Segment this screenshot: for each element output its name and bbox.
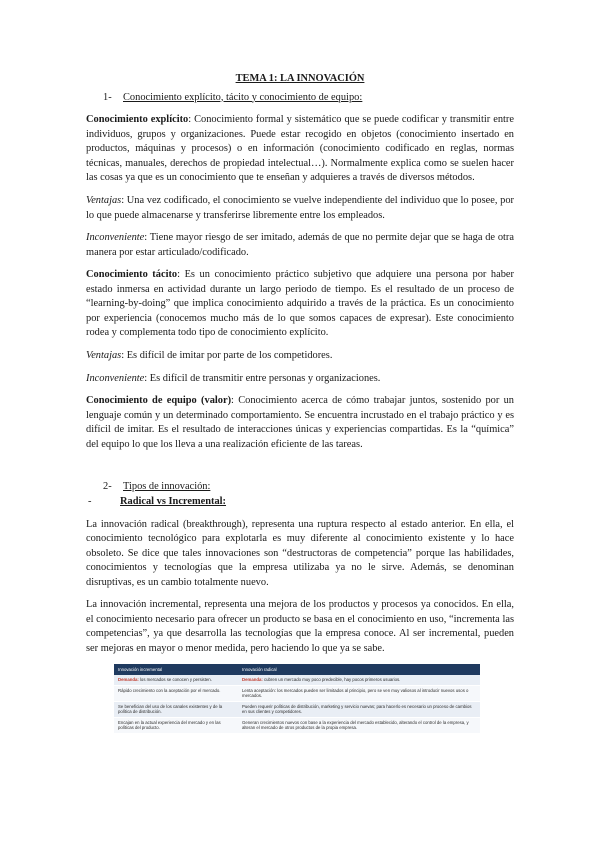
table-header-radical: Innovación radical — [238, 664, 480, 675]
tacito-inconveniente — [86, 372, 514, 387]
table-row — [114, 675, 480, 685]
explicito-text: : Conocimiento formal y sistemático que se puede codificar y transmitir entre individuos, grupos y organizaciones. Puede estar recogido en objetos (conocimiento insertado en productos, máquinas y procesos) o en información (conocimiento codificado en reglas, normas técnicas, manuales, derechos de propiedad intelectual…). Normalmente explica como se suelen hacer las cosas ya que es un conocimiento que te enseñan y adquieres a través de diversos métodos. — [86, 114, 514, 184]
tacito-term: Conocimiento tácito — [86, 269, 178, 281]
explicito-paragraph — [86, 113, 514, 186]
table-cell — [238, 675, 480, 685]
equipo-term: Conocimiento de equipo (valor) — [86, 395, 232, 407]
incremental-paragraph: La innovación incremental, representa una mejora de los productos y procesos ya conocidos. En ella, el conocimiento necesario para ofrecer un producto se basa en el conocimiento en uso, “incrementa las competencias”, ya que desarrolla las tecnologías que la empresa conoce. Al ser incremental, pueden ser mejoras en mayor o menor medida, pero haciendo lo que ya se sabe. — [86, 599, 514, 654]
tacito-text: : Es un conocimiento práctico subjetivo que adquiere una persona por haber estado inmersa en actividad durante un largo periodo de tiempo. Es el resultado de un proceso de “learning-by-doing” que implica conocimiento adquirido a través de la práctica. Es un conocimiento por experiencia (conocemos mucho más de lo que somos capaces de expresar). Este conocimiento rodea y complementa todo tipo de conocimiento explícito. — [86, 269, 514, 339]
list-dash: - — [88, 495, 92, 507]
section-2-title: Tipos de innovación: — [123, 481, 211, 493]
radical-paragraph: La innovación radical (breakthrough), representa una ruptura respecto al estado anterior. En ella, el conocimiento tecnológico para explotarla es muy diferente al conocimiento existente y lo hace obsoleto. Se dice que tales innovaciones son “destructoras de competencia” porque las habilidades, conocimientos y tecnologías que la empresa utilizaba ya no le sirve. Además, se denominan disruptivas, es un cambio totalmente nuevo. — [86, 518, 514, 588]
cell-text: cubren un mercado muy poco predecible, hay pocos primeros usuarios. — [262, 677, 401, 682]
table-row — [114, 701, 480, 717]
inconveniente-label: Inconveniente — [86, 372, 145, 384]
comparison-table — [114, 664, 480, 734]
document-page — [86, 72, 514, 665]
ventajas-text: : Una vez codificado, el conocimiento se vuelve independiente del individuo que lo posee, por lo que puede almacenarse y transferirse libremente entre los empleados. — [86, 194, 514, 221]
section-1-number: 1- — [103, 91, 112, 103]
section-1-title: Conocimiento explícito, tácito y conocimiento de equipo: — [123, 91, 363, 103]
explicito-term: Conocimiento explícito — [86, 114, 189, 126]
table-cell — [114, 685, 238, 701]
table-cell — [114, 717, 238, 733]
table-cell — [238, 717, 480, 733]
table-cell — [114, 701, 238, 717]
radical-vs-incremental-title: Radical vs Incremental: — [120, 495, 227, 507]
section-spacer — [86, 460, 514, 480]
cell-text: Encajan en la actual experiencia del mercado y en las políticas del producto. — [118, 719, 221, 731]
cell-text: Lenta aceptación: los mercados pueden ser limitados al principio, pero se ven muy valiosos al introducir nuevos usos o mercados. — [242, 687, 469, 699]
table-row — [114, 717, 480, 733]
cell-highlight: Demanda: — [242, 677, 263, 682]
cell-highlight: Demanda: — [118, 677, 139, 682]
inconveniente-label: Inconveniente — [86, 232, 145, 244]
equipo-paragraph — [86, 394, 514, 452]
radical-vs-incremental-heading — [86, 495, 514, 510]
tacito-paragraph — [86, 268, 514, 341]
table-header-row — [114, 664, 480, 675]
cell-text: Pueden requerir políticas de distribución, marketing y servicio nuevas; para hacerlo es necesario un proceso de cambios en sus clientes y competidores. — [242, 703, 472, 715]
table-cell — [238, 701, 480, 717]
section-2-number: 2- — [103, 481, 112, 493]
ventajas-label: Ventajas — [86, 350, 122, 361]
section-2-heading — [86, 480, 514, 495]
table-row — [114, 685, 480, 701]
ventajas-label: Ventajas — [86, 194, 122, 206]
cell-text: Generan crecimientos nuevos con base a la experiencia del mercado establecido, alterando el control de la empresa, y alteran el mercado de otros productos de la propia empresa. — [242, 719, 469, 731]
table-header-incremental: Innovación incremental — [114, 664, 238, 675]
cell-text: Se benefician del uso de los canales existentes y de la política de distribución. — [118, 703, 223, 715]
cell-text: los mercados se conocen y persisten. — [138, 677, 212, 682]
ventajas-text: : Es difícil de imitar por parte de los competidores. — [121, 350, 333, 361]
table-cell — [114, 675, 238, 685]
table-cell — [238, 685, 480, 701]
explicito-inconveniente — [86, 231, 514, 260]
tacito-ventajas — [86, 349, 514, 364]
page-title: TEMA 1: LA INNOVACIÓN — [235, 73, 365, 84]
explicito-ventajas — [86, 194, 514, 223]
inconveniente-text: : Tiene mayor riesgo de ser imitado, además de que no permite dejar que se haga de otra manera por estar articulado/codificado. — [86, 232, 514, 258]
section-1-heading — [86, 91, 514, 106]
cell-text: Rápido crecimiento con la aceptación por el mercado. — [118, 687, 221, 693]
equipo-text: : Conocimiento acerca de cómo trabajar juntos, sostenido por un lenguaje común y un determinado comportamiento. Se encuentra incrustado en el trabajo práctico y es difícil de imitar. Es el resultado de interacciones únicas y experiencias compartidas. Es la “química” del equipo lo que los lleva a una realización eficiente de las tareas. — [86, 395, 514, 450]
inconveniente-text: : Es difícil de transmitir entre personas y organizaciones. — [144, 372, 381, 384]
